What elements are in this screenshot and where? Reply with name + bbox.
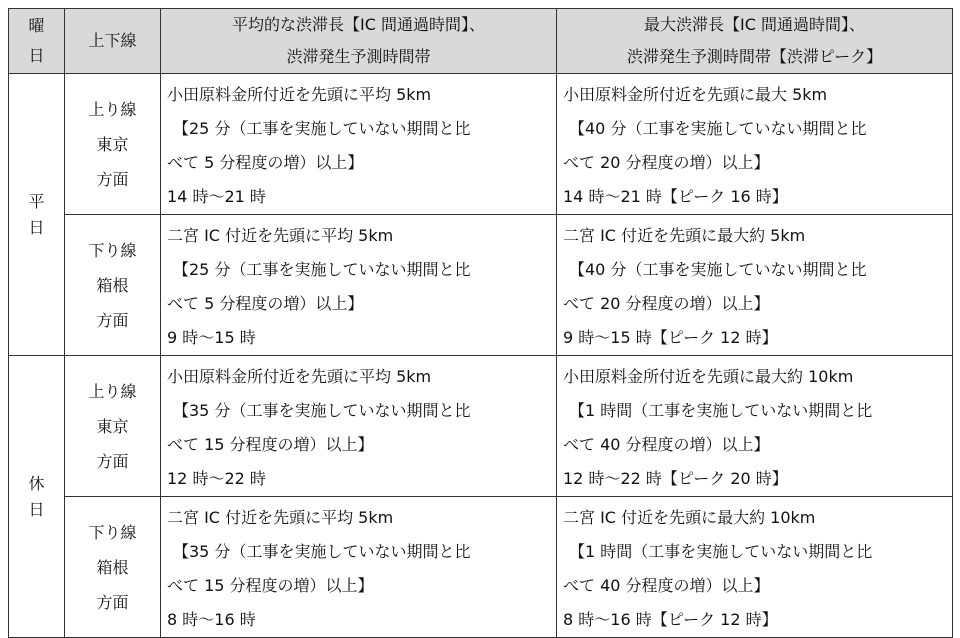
average-cell [161, 356, 557, 497]
cell-line: 9 時～15 時 [167, 328, 256, 347]
cell-line: 【40 分（工事を実施していない期間と比 [569, 119, 867, 138]
cell-line: べて 15 分程度の増）以上】 [167, 435, 374, 454]
cell-line: 小田原料金所付近を先頭に最大約 10km [563, 367, 854, 386]
header-maximum-line2: 渋滞発生予測時間帯【渋滞ピーク】 [626, 47, 883, 66]
table-row [9, 497, 953, 638]
cell-line: 12 時～22 時【ピーク 20 時】 [563, 469, 788, 488]
header-average-line2: 渋滞発生予測時間帯 [286, 47, 431, 66]
maximum-cell [557, 74, 953, 215]
average-cell [161, 215, 557, 356]
cell-line: 二宮 IC 付近を先頭に平均 5km [167, 508, 394, 527]
day-char: 休 [28, 473, 45, 493]
table-header-row [9, 9, 953, 74]
maximum-cell [557, 497, 953, 638]
cell-line: 【35 分（工事を実施していない期間と比 [173, 401, 471, 420]
cell-line: 12 時～22 時 [167, 469, 266, 488]
direction-line: 下り線 [88, 240, 137, 260]
congestion-forecast-table [8, 8, 953, 638]
direction-line: 上り線 [88, 99, 137, 119]
cell-line: 9 時～15 時【ピーク 12 時】 [563, 328, 778, 347]
header-average [161, 9, 557, 74]
direction-line: 箱根 [96, 275, 129, 295]
direction-cell [65, 497, 161, 638]
cell-line: べて 40 分程度の増）以上】 [563, 576, 770, 595]
direction-cell [65, 215, 161, 356]
header-day-line2: 日 [28, 46, 45, 65]
table-row [9, 356, 953, 497]
direction-line: 東京 [96, 134, 129, 154]
header-direction: 上下線 [65, 9, 161, 74]
table-row [9, 74, 953, 215]
header-maximum-line1: 最大渋滞長【IC 間通過時間】、 [644, 15, 865, 34]
cell-line: べて 5 分程度の増）以上】 [167, 294, 364, 313]
header-maximum [557, 9, 953, 74]
cell-line: 14 時～21 時【ピーク 16 時】 [563, 187, 788, 206]
day-cell-weekday [9, 74, 65, 356]
day-char: 平 [28, 191, 45, 211]
cell-line: 【25 分（工事を実施していない期間と比 [173, 260, 471, 279]
cell-line: 二宮 IC 付近を先頭に最大約 5km [563, 226, 806, 245]
cell-line: 【1 時間（工事を実施していない期間と比 [569, 542, 873, 561]
cell-line: 二宮 IC 付近を先頭に最大約 10km [563, 508, 816, 527]
direction-line: 方面 [96, 169, 129, 189]
average-cell [161, 497, 557, 638]
congestion-forecast-table-wrapper [8, 8, 952, 638]
direction-line: 箱根 [96, 557, 129, 577]
cell-line: 小田原料金所付近を先頭に最大 5km [563, 85, 828, 104]
cell-line: 【40 分（工事を実施していない期間と比 [569, 260, 867, 279]
direction-line: 方面 [96, 451, 129, 471]
cell-line: べて 40 分程度の増）以上】 [563, 435, 770, 454]
cell-line: 8 時～16 時 [167, 610, 256, 629]
header-day-line1: 曜 [28, 16, 45, 35]
cell-line: べて 15 分程度の増）以上】 [167, 576, 374, 595]
cell-line: 小田原料金所付近を先頭に平均 5km [167, 85, 432, 104]
table-row [9, 215, 953, 356]
direction-line: 方面 [96, 592, 129, 612]
direction-cell [65, 74, 161, 215]
cell-line: べて 5 分程度の増）以上】 [167, 153, 364, 172]
direction-cell [65, 356, 161, 497]
direction-line: 下り線 [88, 522, 137, 542]
maximum-cell [557, 215, 953, 356]
header-average-line1: 平均的な渋滞長【IC 間通過時間】、 [232, 15, 485, 34]
maximum-cell [557, 356, 953, 497]
average-cell [161, 74, 557, 215]
cell-line: 【1 時間（工事を実施していない期間と比 [569, 401, 873, 420]
cell-line: 【35 分（工事を実施していない期間と比 [173, 542, 471, 561]
cell-line: 14 時～21 時 [167, 187, 266, 206]
direction-line: 上り線 [88, 381, 137, 401]
cell-line: べて 20 分程度の増）以上】 [563, 294, 770, 313]
direction-line: 方面 [96, 310, 129, 330]
day-char: 日 [28, 217, 45, 237]
cell-line: 小田原料金所付近を先頭に平均 5km [167, 367, 432, 386]
day-cell-holiday [9, 356, 65, 638]
cell-line: 【25 分（工事を実施していない期間と比 [173, 119, 471, 138]
direction-line: 東京 [96, 416, 129, 436]
cell-line: 8 時～16 時【ピーク 12 時】 [563, 610, 778, 629]
day-char: 日 [28, 499, 45, 519]
cell-line: 二宮 IC 付近を先頭に平均 5km [167, 226, 394, 245]
cell-line: べて 20 分程度の増）以上】 [563, 153, 770, 172]
header-day [9, 9, 65, 74]
